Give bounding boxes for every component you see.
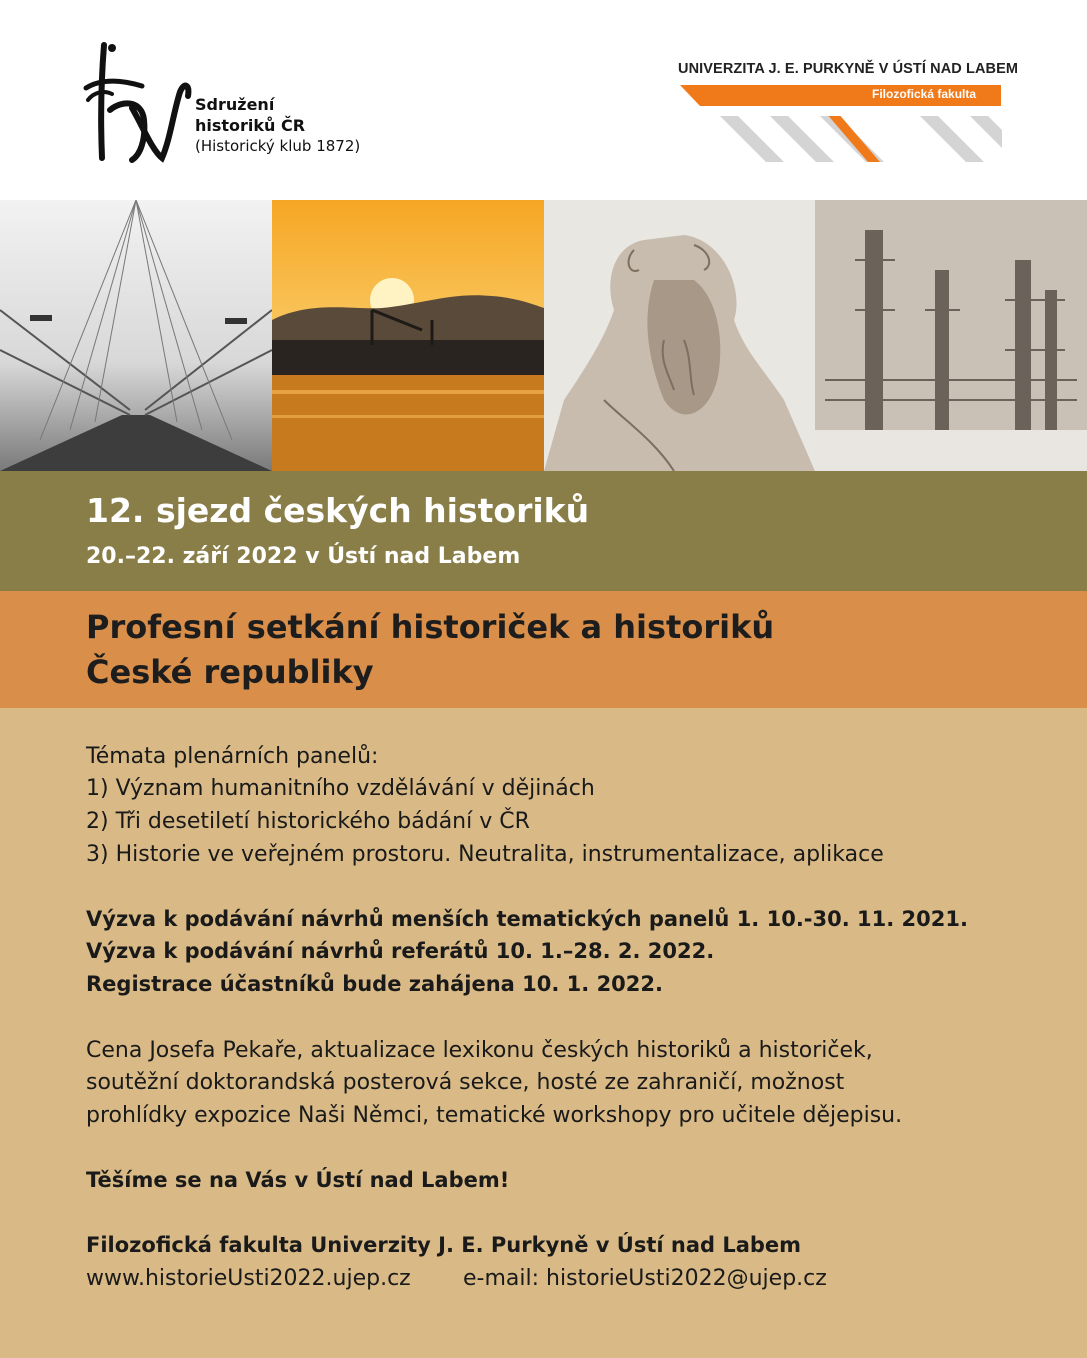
historians-association-logo xyxy=(82,40,192,165)
university-name: UNIVERZITA J. E. PURKYNĚ V ÚSTÍ NAD LABEM xyxy=(678,61,1019,77)
photo-strip xyxy=(0,200,1087,471)
program-line: Cena Josefa Pekaře, aktualizace lexikonu českých historiků a historiček, xyxy=(86,1038,873,1063)
bridge-in-fog-photo xyxy=(0,200,272,471)
association-name-line1: Sdružení xyxy=(195,95,275,114)
deadline-item: Výzva k podávání návrhů menších tematických panelů 1. 10.-30. 11. 2021. xyxy=(86,907,968,931)
deadline-item: Registrace účastníků bude zahájena 10. 1. 2022. xyxy=(86,972,663,996)
panels-heading: Témata plenárních panelů: xyxy=(86,744,379,769)
organizer: Filozofická fakulta Univerzity J. E. Purkyně v Ústí nad Labem xyxy=(86,1233,802,1257)
industrial-plant-photo xyxy=(815,200,1087,471)
association-name-line2: historiků ČR xyxy=(195,116,306,135)
faculty-name: Filozofická fakulta xyxy=(872,87,977,101)
university-logo-stripes xyxy=(720,116,1002,162)
greeting: Těšíme se na Vás v Ústí nad Labem! xyxy=(86,1168,510,1192)
event-title: 12. sjezd českých historiků xyxy=(86,491,590,530)
association-name xyxy=(195,94,360,157)
panel-item: 3) Historie ve veřejném prostoru. Neutralita, instrumentalizace, aplikace xyxy=(86,842,884,867)
panel-item: 1) Význam humanitního vzdělávání v dějinách xyxy=(86,776,595,801)
sunset-river-photo xyxy=(272,200,544,471)
main-content xyxy=(0,708,1087,1358)
subtitle-banner xyxy=(0,591,1087,708)
program-line: prohlídky expozice Naši Němci, tematické workshopy pro učitele dějepisu. xyxy=(86,1103,903,1128)
deadline-item: Výzva k podávání návrhů referátů 10. 1.–28. 2. 2022. xyxy=(86,939,715,963)
event-date-place: 20.–22. září 2022 v Ústí nad Labem xyxy=(86,544,521,569)
subtitle-line2: České republiky xyxy=(86,653,374,691)
program-line: soutěžní doktorandská posterová sekce, hosté ze zahraničí, možnost xyxy=(86,1070,845,1095)
statue-bust-photo xyxy=(544,200,815,471)
event-banner xyxy=(0,471,1087,591)
website-link[interactable]: www.historieUsti2022.ujep.cz xyxy=(86,1266,411,1291)
email-link[interactable]: e-mail: historieUsti2022@ujep.cz xyxy=(463,1266,827,1291)
association-name-line3: (Historický klub 1872) xyxy=(195,137,361,155)
subtitle-line1: Profesní setkání historiček a historiků xyxy=(86,608,775,646)
panel-item: 2) Tři desetiletí historického bádání v ČR xyxy=(86,809,530,834)
header xyxy=(0,0,1087,200)
